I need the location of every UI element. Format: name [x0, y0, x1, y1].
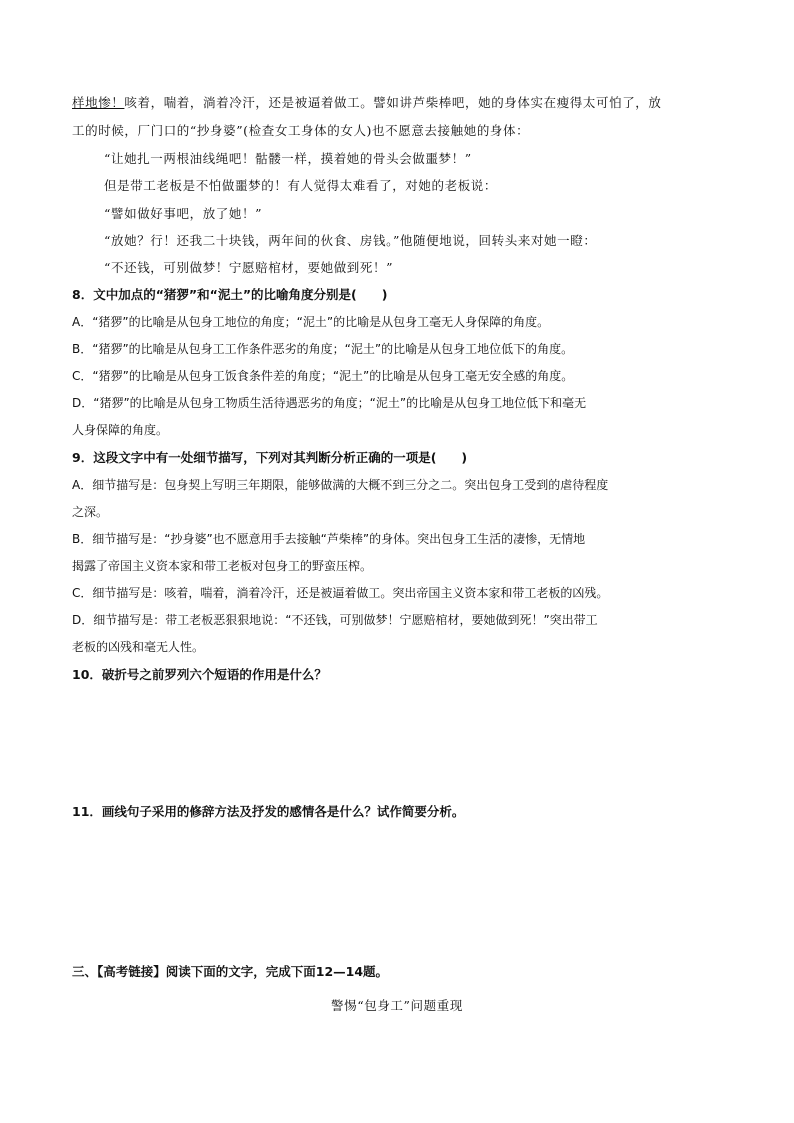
underlined-sentence: 样地惨！: [72, 95, 125, 110]
question-10-stem: 10．破折号之前罗列六个短语的作用是什么？: [72, 667, 327, 682]
passage-line-6: “放她？行！还我二十块钱，两年间的伙食、房钱。”他随便地说，回转头来对她一瞪：: [104, 233, 597, 248]
question-9-option-c: C．细节描写是：咳着，喘着，淌着冷汗，还是被逼着做工。突出帝国主义资本家和带工老板的凶残。: [72, 586, 609, 600]
passage-line-7: “不还钱，可别做梦！宁愿赔棺材，要她做到死！”: [104, 260, 394, 275]
question-8-option-a: A．“猪猡”的比喻是从包身工地位的角度；“泥土”的比喻是从包身工毫无人身保障的角度。: [72, 315, 550, 329]
question-9-option-d-line-1: D．细节描写是：带工老板恶狠狠地说：“不还钱，可别做梦！宁愿赔棺材，要她做到死！”突出带工: [72, 613, 598, 627]
question-8-option-b: B．“猪猡”的比喻是从包身工工作条件恶劣的角度；“泥土”的比喻是从包身工地位低下的角度。: [72, 342, 574, 356]
passage-line-5: “譬如做好事吧，放了她！”: [104, 206, 263, 221]
passage-line-1: 样地惨！咳着，喘着，淌着冷汗，还是被逼着做工。譬如讲芦柴棒吧，她的身体实在瘦得太可怕了，放: [72, 95, 662, 110]
question-11-stem: 11．画线句子采用的修辞方法及抒发的感情各是什么？试作简要分析。: [72, 804, 465, 819]
passage-line-2: 工的时候，厂门口的“抄身婆”(检查女工身体的女人)也不愿意去接触她的身体：: [72, 123, 530, 138]
passage-line-4: 但是带工老板是不怕做噩梦的！有人觉得太难看了，对她的老板说：: [104, 178, 498, 193]
question-8-stem: 8．文中加点的“猪猡”和“泥土”的比喻角度分别是( ): [72, 287, 388, 302]
section-3-heading: 三、【高考链接】阅读下面的文字，完成下面12—14题。: [72, 964, 389, 979]
question-9-option-b-line-1: B．细节描写是：“抄身婆”也不愿意用手去接触“芦柴棒”的身体。突出包身工生活的凄惨，无情地: [72, 532, 586, 546]
question-8-option-d-line-2: 人身保障的角度。: [72, 423, 169, 437]
question-9-option-d-line-2: 老板的凶残和毫无人性。: [72, 640, 205, 654]
question-9-option-a-line-2: 之深。: [72, 505, 109, 519]
question-8-option-c: C．“猪猡”的比喻是从包身工饭食条件差的角度；“泥土”的比喻是从包身工毫无安全感的角度。: [72, 369, 574, 383]
question-9-stem: 9．这段文字中有一处细节描写，下列对其判断分析正确的一项是( ): [72, 450, 468, 465]
question-8-option-d-line-1: D．“猪猡”的比喻是从包身工物质生活待遇恶劣的角度；“泥土”的比喻是从包身工地位低下和毫无: [72, 396, 587, 410]
section-3-article-title: 警惕“包身工”问题重现: [331, 998, 463, 1013]
question-9-option-a-line-1: A．细节描写是：包身契上写明三年期限，能够做满的大概不到三分之二。突出包身工受到的虐待程度: [72, 478, 609, 492]
passage-line-3: “让她扎一两根油线绳吧！骷髅一样，摸着她的骨头会做噩梦！”: [104, 151, 472, 166]
question-9-option-b-line-2: 揭露了帝国主义资本家和带工老板对包身工的野蛮压榨。: [72, 559, 373, 573]
